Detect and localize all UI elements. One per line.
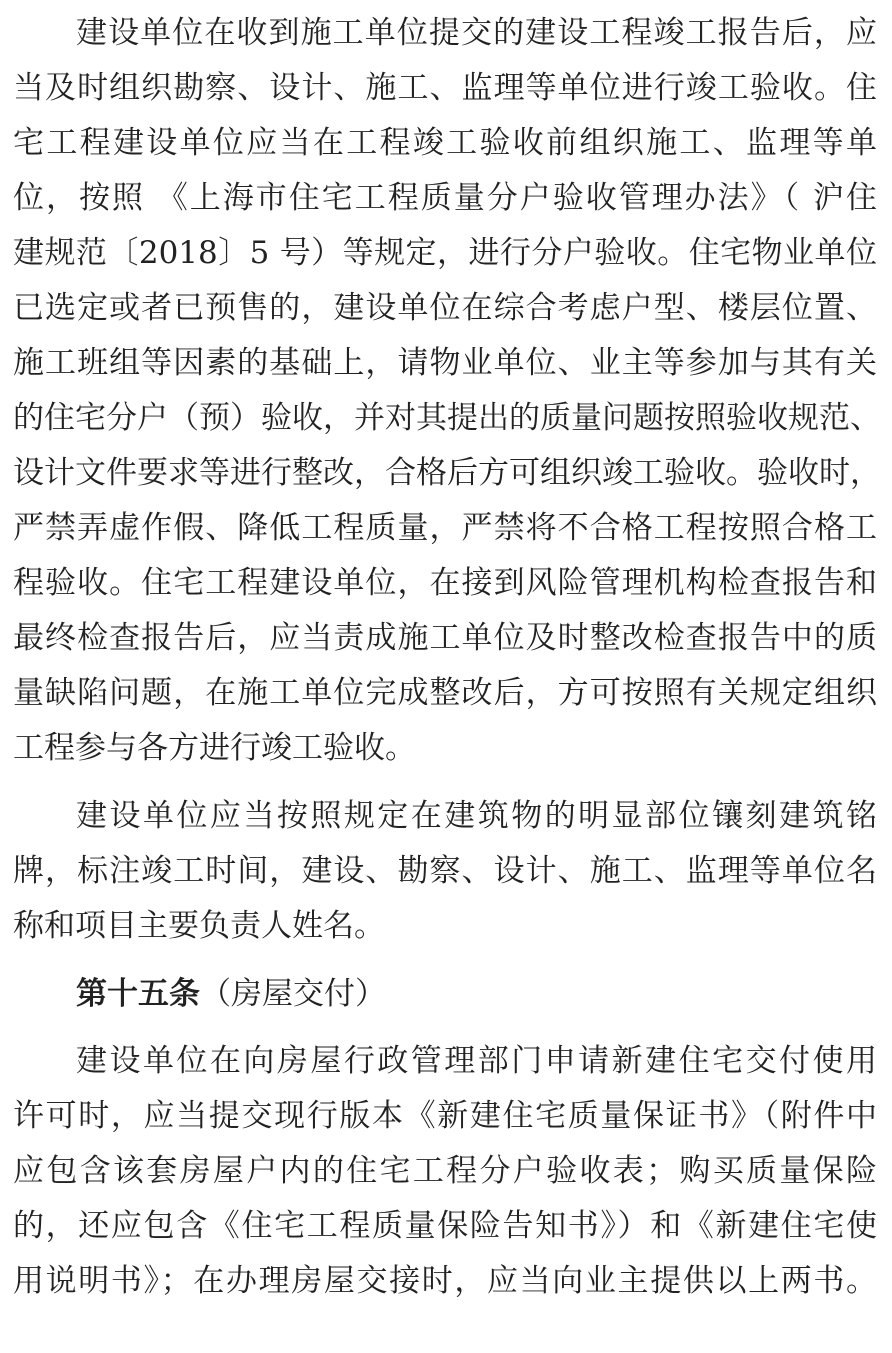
article-title: （房屋交付） bbox=[200, 976, 386, 1012]
paragraph-1-line-7: 施工班组等因素的基础上，请物业单位、业主等参加与其有关 bbox=[13, 345, 877, 381]
paragraph-1-line-2: 当及时组织勘察、设计、施工、监理等单位进行竣工验收。住 bbox=[13, 70, 877, 106]
paragraph-3-line-4: 的，还应包含《住宅工程质量保险告知书》）和《新建住宅使 bbox=[13, 1208, 877, 1244]
paragraph-1-line-8: 的住宅分户（预）验收，并对其提出的质量问题按照验收规范、 bbox=[13, 400, 881, 436]
article-heading bbox=[0, 969, 892, 1019]
paragraph-2-line-1: 建设单位应当按照规定在建筑物的明显部位镶刻建筑铭 bbox=[76, 798, 877, 834]
paragraph-1-line-3: 宅工程建设单位应当在工程竣工验收前组织施工、监理等单 bbox=[13, 125, 877, 161]
paragraph-1-line-5: 建规范〔2018〕5 号）等规定，进行分户验收。住宅物业单位 bbox=[13, 235, 877, 271]
paragraph-3-line-1: 建设单位在向房屋行政管理部门申请新建住宅交付使用 bbox=[76, 1043, 877, 1079]
paragraph-2-line-2: 牌，标注竣工时间，建设、勘察、设计、施工、监理等单位名 bbox=[13, 853, 877, 889]
paragraph-1-line-13: 量缺陷问题，在施工单位完成整改后，方可按照有关规定组织 bbox=[13, 675, 877, 711]
paragraph-3-line-5: 用说明书》；在办理房屋交接时，应当向业主提供以上两书。 bbox=[13, 1263, 877, 1299]
article-number: 第十五条 bbox=[76, 976, 200, 1012]
paragraph-1-line-4: 位，按照 《上海市住宅工程质量分户验收管理办法》（ 沪住 bbox=[13, 180, 877, 216]
paragraph-3-line-2: 许可时，应当提交现行版本《新建住宅质量保证书》（附件中 bbox=[13, 1098, 877, 1134]
paragraph-1-line-12: 最终检查报告后，应当责成施工单位及时整改检查报告中的质 bbox=[13, 620, 877, 656]
paragraph-2-line-3: 称和项目主要负责人姓名。 bbox=[13, 908, 385, 944]
paragraph-1-line-10: 严禁弄虚作假、降低工程质量，严禁将不合格工程按照合格工 bbox=[13, 510, 877, 546]
paragraph-3-line-3: 应包含该套房屋户内的住宅工程分户验收表；购买质量保险 bbox=[13, 1153, 877, 1189]
paragraph-1-line-6: 已选定或者已预售的，建设单位在综合考虑户型、楼层位置、 bbox=[13, 290, 877, 326]
paragraph-1-line-14: 工程参与各方进行竣工验收。 bbox=[13, 730, 416, 766]
paragraph-1-line-9: 设计文件要求等进行整改，合格后方可组织竣工验收。验收时， bbox=[13, 455, 881, 491]
paragraph-1-line-1: 建设单位在收到施工单位提交的建设工程竣工报告后，应 bbox=[76, 15, 877, 51]
paragraph-1-line-11: 程验收。住宅工程建设单位，在接到风险管理机构检查报告和 bbox=[13, 565, 877, 601]
